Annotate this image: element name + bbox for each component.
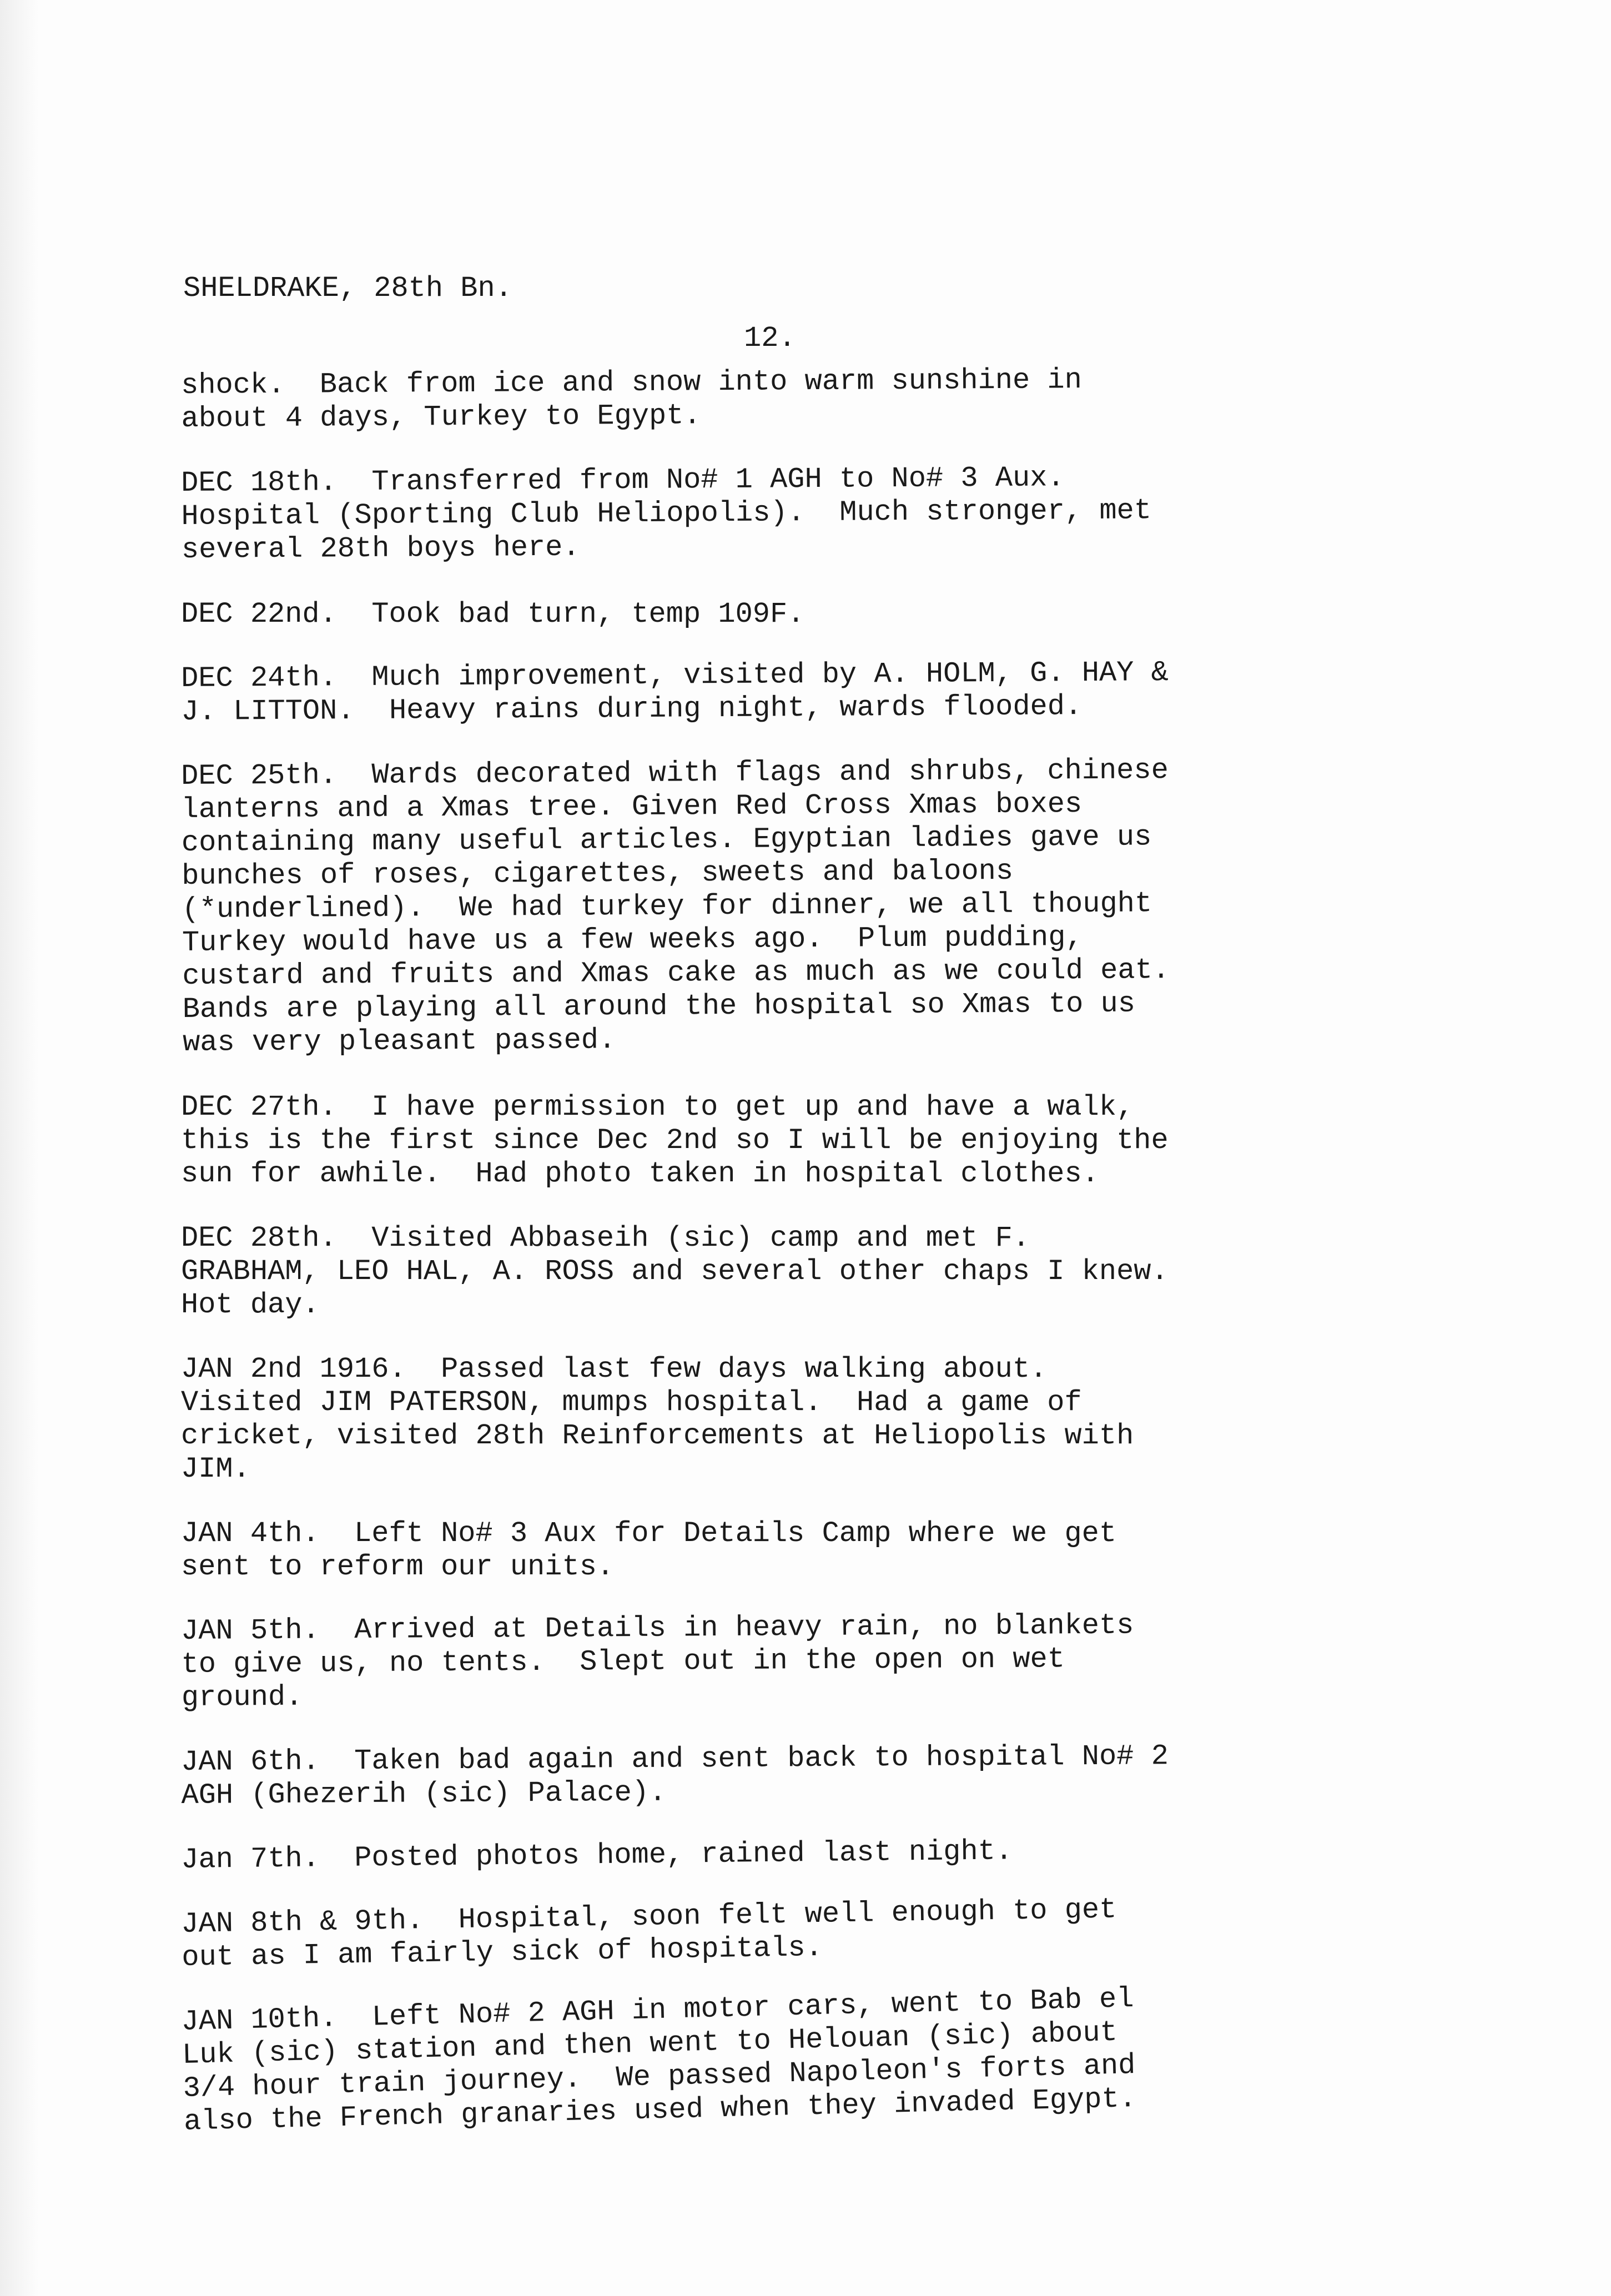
page-number: 12. (744, 322, 796, 355)
diary-entries (181, 364, 1424, 2170)
diary-entry (181, 1222, 1424, 1322)
diary-entry-text: DEC 18th. Transferred from No# 1 AGH to No# 3 Aux. Hospital (Sporting Club Heliopolis). Much stronger, met several 28th boys here. (181, 461, 1152, 566)
diary-entry (181, 1353, 1424, 1486)
diary-entry-text: JAN 2nd 1916. Passed last few days walking about. Visited JIM PATERSON, mumps hospital. Had a game of cricket, visited 28th Reinforcements at Heliopolis with JIM. (181, 1353, 1134, 1486)
diary-entry-text: JAN 10th. Left No# 2 AGH in motor cars, went to Bab el Luk (sic) station and then went to Helouan (sic) about 3/4 hour train journey. We passed Napoleon's forts and also the French granaries used when they invaded Egypt. (181, 1982, 1137, 2138)
diary-entry (181, 1738, 1425, 1812)
diary-entry (181, 598, 1424, 631)
diary-entry (181, 361, 1425, 436)
diary-entry-text: shock. Back from ice and snow into warm sunshine in about 4 days, Turkey to Egypt. (181, 364, 1083, 435)
diary-entry-text: JAN 5th. Arrived at Details in heavy rain, no blankets to give us, no tents. Slept out in the open on wet ground. (181, 1609, 1134, 1714)
diary-entry-text: Jan 7th. Posted photos home, rained last night. (181, 1835, 1013, 1876)
diary-entry-text: DEC 22nd. Took bad turn, temp 109F. (181, 598, 805, 631)
diary-entry (181, 1517, 1424, 1584)
diary-entry (181, 654, 1425, 729)
diary-entry (181, 459, 1425, 567)
diary-entry-text: DEC 27th. I have permission to get up and have a walk, this is the first since Dec 2nd so I will be enjoying the sun for awhile. Had photo taken in hospital clothes. (181, 1091, 1169, 1190)
diary-entry (181, 752, 1426, 1060)
diary-entry-text: DEC 28th. Visited Abbaseih (sic) camp and met F. GRABHAM, LEO HAL, A. ROSS and several other chaps I knew. Hot day. (181, 1222, 1169, 1321)
document-header: SHELDRAKE, 28th Bn. (183, 272, 512, 305)
scan-edge-shadow (0, 0, 39, 2296)
diary-entry (181, 1091, 1424, 1191)
diary-entry (181, 1831, 1425, 1877)
diary-entry (181, 1975, 1427, 2139)
diary-entry (181, 1607, 1425, 1715)
diary-entry-text: JAN 8th & 9th. Hospital, soon felt well enough to get out as I am fairly sick of hospitals. (181, 1893, 1117, 1974)
diary-entry-text: JAN 4th. Left No# 3 Aux for Details Camp where we get sent to reform our units. (181, 1517, 1117, 1583)
diary-entry (181, 1889, 1426, 1975)
diary-entry-text: DEC 25th. Wards decorated with flags and shrubs, chinese lanterns and a Xmas tree. Given Red Cross Xmas boxes containing many useful articles. Egyptian ladies gave us bunches of roses, cigarettes, sweets and baloons (*underlined). We had turkey for dinner, we all thought Turkey would have us a few weeks ago. Plum pudding, custard and fruits and Xmas cake as much as we could eat. Bands are playing all around the hospital so Xmas to us was very pleasant passed. (181, 754, 1170, 1059)
diary-entry-text: DEC 24th. Much improvement, visited by A. HOLM, G. HAY & J. LITTON. Heavy rains during night, wards flooded. (181, 656, 1169, 728)
diary-entry-text: JAN 6th. Taken bad again and sent back to hospital No# 2 AGH (Ghezerih (sic) Palace). (181, 1740, 1169, 1812)
